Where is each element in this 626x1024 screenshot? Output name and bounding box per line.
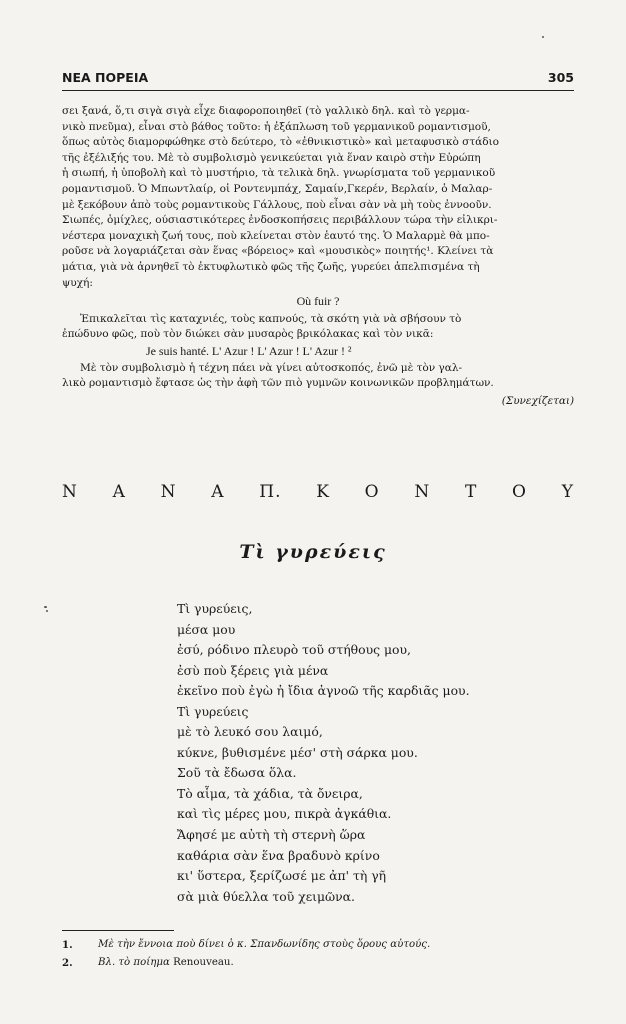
footnote-number: 2. — [62, 957, 73, 969]
journal-title: ΝΕΑ ΠΟΡΕΙΑ — [62, 70, 149, 85]
text-line: Μὲ τὸν συμβολισμὸ ἡ τέχνη πάει νὰ γίνει αὐτοσκοπός, ἐνῶ μὲ τὸν γαλ- — [80, 361, 463, 374]
text-line: τῆς ἐξέλιξής του. Μὲ τὸ συμβολισμὸ γενικεύεται γιὰ ἕναν καιρὸ στὴν Εὐρώπη — [62, 151, 481, 164]
text-line: λικὸ ρομαντισμὸ ἔφτασε ὡς τὴν ἀφὴ τῶν πιὸ γυμνῶν κοινωνικῶν προβλημάτων. — [62, 377, 494, 390]
poem-line: Τὶ γυρεύεις — [177, 703, 249, 719]
footnote-text: Μὲ τὴν ἔννοια ποὺ δίνει ὁ κ. Σπανδωνίδης στοὺς ὅρους αὐτούς. — [98, 939, 431, 950]
author-letter: Ο — [512, 482, 527, 502]
article-paragraph — [62, 361, 574, 392]
text-line: Σιωπές, ὁμίχλες, ούσιαστικότερες ἐνδοσκοπήσεις περιβάλλουν τώρα τὴν εἰλικρι- — [62, 214, 498, 227]
poem-line: καὶ τὶς μέρες μου, πικρὰ ἀγκάθια. — [177, 806, 392, 822]
poem-line: ἐσὺ ποὺ ξέρεις γιὰ μένα — [177, 662, 329, 678]
poem-line: κύκνε, βυθισμένε μέσ' στὴ σάρκα μου. — [177, 744, 418, 760]
text-line: νέστερα μοναχικὴ ζωή τους, ποὺ κλείνεται στὸν ἑαυτό της. Ὁ Μαλαρμὲ θὰ μπο- — [62, 229, 490, 242]
author-letter: Κ — [316, 482, 330, 502]
footnote-item — [62, 954, 574, 972]
poem-line: ἐσύ, ρόδινο πλευρὸ τοῦ στήθους μου, — [177, 642, 411, 658]
text-line: ροῦσε νὰ λογαριάζεται σὰν ἕνας «βόρειος» καὶ «μουσικὸς» ποιητής¹. Κλείνει τὰ — [62, 245, 494, 258]
author-letter: Τ — [464, 482, 478, 502]
article-paragraph — [62, 312, 574, 343]
text-line: μάτια, γιὰ νὰ ἀρνηθεῖ τὸ ἐκτυφλωτικὸ φῶς τῆς ζωῆς, γυρεύει ἀπελπισμένα τὴ — [62, 260, 480, 273]
print-speck — [46, 610, 48, 612]
author-letter: Υ — [561, 482, 574, 502]
poem-line: ἐκεῖνο ποὺ ἐγὼ ἡ ἴδια ἀγνοῶ τῆς καρδιᾶς μου. — [177, 683, 470, 699]
footnote-poem-name: Renouveau. — [173, 957, 234, 968]
poem-line: μὲ τὸ λευκό σου λαιμό, — [177, 724, 323, 740]
poem-line: μέσα μου — [177, 621, 236, 637]
poem-line: σὰ μιὰ θύελλα τοῦ χειμῶνα. — [177, 888, 355, 904]
footnote-rule — [62, 930, 174, 931]
poem-line: κι' ὕστερα, ξερίζωσέ με ἀπ' τὴ γῆ — [177, 868, 387, 884]
quote-line: Je suis hanté. L' Azur ! L' Azur ! L' Azur ! ² — [146, 343, 352, 358]
print-speck — [542, 36, 544, 38]
text-line: νικὸ πνεῦμα), εἶναι στὸ βάθος τοῦτο: ἡ ἐξάπλωση τοῦ γερμανικοῦ ρομαντισμοῦ, — [62, 120, 491, 133]
footnote-text — [98, 954, 234, 972]
author-letter: Ο — [364, 482, 380, 502]
author-letter: Α — [211, 482, 225, 502]
author-letter: Ν — [160, 482, 177, 502]
text-line: ἡ σιωπή, ἡ ὑποβολὴ καὶ τὸ μυστήριο, τὰ τελικὰ δηλ. γνωρίσματα τοῦ γερμανικοῦ — [62, 167, 496, 180]
article-body — [62, 104, 574, 409]
text-line: σει ξανά, ὅ,τι σιγὰ σιγὰ εἶχε διαφοροποιηθεῖ (τὸ γαλλικὸ δηλ. καὶ τὸ γερμα- — [62, 105, 470, 117]
poem-line: Ἄφησέ με αὐτὴ τὴ στερνὴ ὥρα — [177, 827, 366, 843]
poem-line: Τὶ γυρεύεις, — [177, 601, 253, 616]
footnote-item — [62, 936, 574, 954]
poem-line: καθάρια σὰν ἕνα βραδυνὸ κρίνο — [177, 847, 380, 863]
author-letter: Ν — [62, 482, 78, 502]
article-paragraph — [62, 104, 574, 291]
text-line: ὅπως αὐτὸς διαμορφώθηκε στὸ δεύτερο, τὸ «ἐθνικιστικὸ» καὶ μεταφυσικὸ στάδιο — [62, 136, 499, 149]
text-line: Ἐπικαλεῖται τὶς καταχνιές, τοὺς καπνούς, τὰ σκότη γιὰ νὰ σβήσουν τὸ — [80, 312, 462, 325]
text-line: ἐπώδυνο φῶς, ποὺ τὸν διώκει σὰν μυσαρὸς βρικόλακας καὶ τὸν νικᾶ: — [62, 328, 434, 341]
header-rule — [62, 90, 574, 91]
continued-label: (Συνεχίζεται) — [501, 394, 574, 407]
poem-author — [62, 482, 574, 502]
author-letter: Π. — [259, 482, 282, 502]
footnotes — [62, 936, 574, 972]
footnote-number: 1. — [62, 939, 73, 951]
poem-body — [177, 599, 470, 907]
page-number: 305 — [547, 70, 574, 85]
footnote-text-part: Βλ. τὸ ποίημα — [98, 957, 170, 968]
text-line: μὲ ξεκόβουν ἀπὸ τοὺς ρομαντικοὺς Γάλλους, ποὺ εἶναι σὰν νὰ μὴ τοὺς ἐννοοῦν. — [62, 198, 492, 211]
running-header — [62, 70, 574, 85]
poem-line: Τὸ αἷμα, τὰ χάδια, τὰ ὄνειρα, — [177, 785, 363, 801]
text-line: ρομαντισμοῦ. Ὁ Μπωντλαίρ, οἱ Ροντενμπάχ, Σαμαίν,Γκερέν, Βερλαίν, ὁ Μαλαρ- — [62, 182, 493, 195]
author-letter: Ν — [414, 482, 431, 502]
print-speck — [44, 606, 47, 608]
text-line: ψυχή: — [62, 276, 93, 289]
poem-line: Σοῦ τὰ ἔδωσα ὅλα. — [177, 765, 297, 781]
author-letter: Α — [112, 482, 126, 502]
poem-title: Τὶ γυρεύεις — [239, 541, 387, 563]
quote-line: Où fuir ? — [296, 294, 340, 309]
